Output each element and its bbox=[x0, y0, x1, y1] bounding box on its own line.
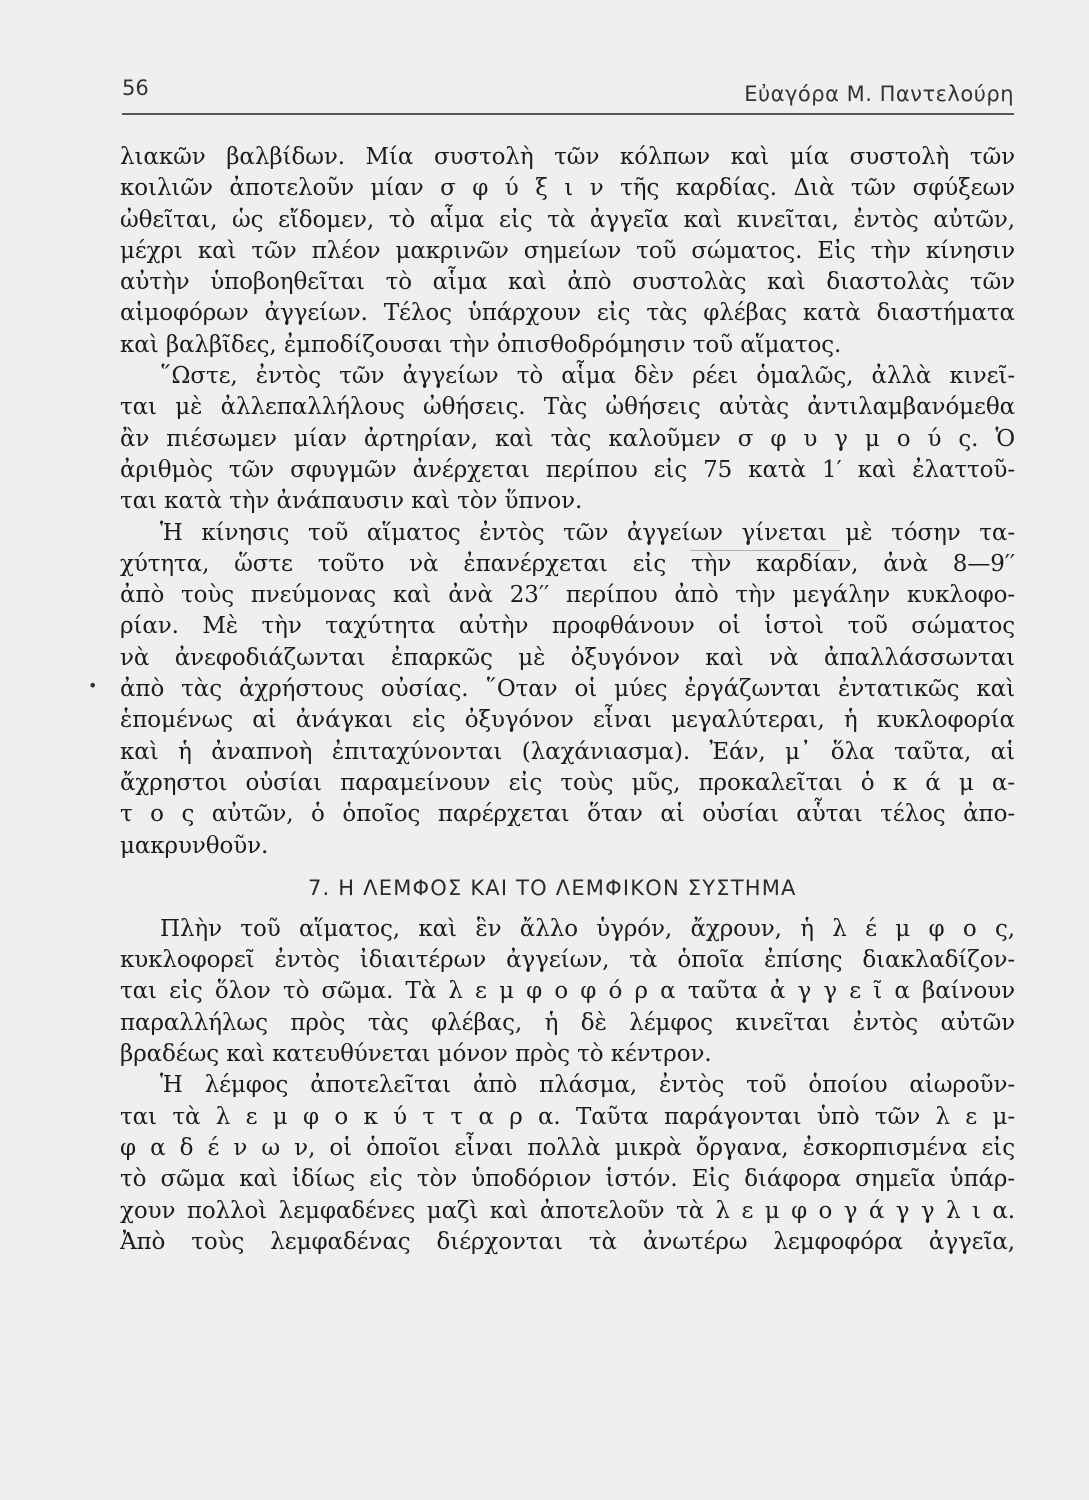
text-line: καὶ ἡ ἀναπνοὴ ἐπιταχύνονται (λαχάνιασμα). Ἐάν, μ᾽ ὅλα ταῦτα, αἱ bbox=[120, 738, 1015, 765]
text-line: ἄχρηστοι οὐσίαι παραμείνουν εἰς τοὺς μῦς, προκαλεῖται ὁ κ ά μ α- bbox=[120, 769, 1015, 796]
text-line: ἀπὸ τοὺς πνεύμονας καὶ ἀνὰ 23′′ περίπου ἀπὸ τὴν μεγάλην κυκλοφο- bbox=[120, 582, 1015, 609]
text-line: λιακῶν βαλβίδων. Μία συστολὴ τῶν κόλπων καὶ μία συστολὴ τῶν bbox=[120, 144, 1015, 170]
text-line: νὰ ἀνεφοδιάζωνται ἐπαρκῶς μὲ ὀξυγόνον καὶ νὰ ἀπαλλάσσωνται bbox=[120, 644, 1015, 671]
text-line: βραδέως καὶ κατευθύνεται μόνον πρὸς τὸ κέντρον. bbox=[120, 1041, 712, 1068]
text-line: ρίαν. Μὲ τὴν ταχύτητα αὐτὴν προφθάνουν οἱ ἱστοὶ τοῦ σώματος bbox=[120, 613, 1015, 640]
text-line: Πλὴν τοῦ αἵματος, καὶ ἓν ἄλλο ὑγρόν, ἄχρουν, ἡ λ έ μ φ ο ς, bbox=[160, 915, 1015, 942]
text-line: ται κατὰ τὴν ἀνάπαυσιν καὶ τὸν ὕπνον. bbox=[120, 488, 583, 515]
text-line: τὸ σῶμα καὶ ἰδίως εἰς τὸν ὑποδόριον ἱστόν. Εἰς διάφορα σημεῖα ὑπάρ- bbox=[120, 1166, 1015, 1193]
text-line: μακρυνθοῦν. bbox=[120, 832, 269, 859]
text-line: ἑπομένως αἱ ἀνάγκαι εἰς ὀξυγόνον εἶναι μεγαλύτεραι, ἡ κυκλοφορία bbox=[120, 707, 1015, 734]
page-header bbox=[122, 74, 1014, 110]
text-line: ῞Ωστε, ἐντὸς τῶν ἀγγείων τὸ αἷμα δὲν ρέει ὁμαλῶς, ἀλλὰ κινεῖ- bbox=[160, 363, 1015, 390]
text-line: τ ο ς αὐτῶν, ὁ ὁποῖος παρέρχεται ὅταν αἱ οὐσίαι αὗται τέλος ἀπο- bbox=[120, 801, 1015, 828]
text-line: χουν πολλοὶ λεμφαδένες μαζὶ καὶ ἀποτελοῦν τὰ λ ε μ φ ο γ ά γ γ λ ι α. bbox=[120, 1197, 1015, 1224]
text-line: Ἀπὸ τοὺς λεμφαδένας διέρχονται τὰ ἀνωτέρω λεμφοφόρα ἀγγεῖα, bbox=[120, 1228, 1015, 1255]
text-line: κυκλοφορεῖ ἐντὸς ἰδιαιτέρων ἀγγείων, τὰ ὁποῖα ἐπίσης διακλαδίζον- bbox=[120, 947, 1015, 974]
header-rule bbox=[122, 113, 1014, 115]
section-heading: 7. Η ΛΕΜΦΟΣ ΚΑΙ ΤΟ ΛΕΜΦΙΚΟΝ ΣΥΣΤΗΜΑ bbox=[308, 875, 797, 900]
text-line: αὐτὴν ὑποβοηθεῖται τὸ αἷμα καὶ ἀπὸ συστολὰς καὶ διαστολὰς τῶν bbox=[120, 269, 1015, 296]
text-line: ἂν πιέσωμεν μίαν ἀρτηρίαν, καὶ τὰς καλοῦμεν σ φ υ γ μ ο ύ ς. Ὁ bbox=[120, 425, 1015, 452]
text-line: χύτητα, ὥστε τοῦτο νὰ ἐπανέρχεται εἰς τὴν καρδίαν, ἀνὰ 8—9′′ bbox=[120, 550, 1015, 577]
text-line: καὶ βαλβῖδες, ἐμποδίζουσαι τὴν ὀπισθοδρόμησιν τοῦ αἵματος. bbox=[120, 331, 842, 358]
running-head: Εὐαγόρα Μ. Παντελούρη bbox=[744, 82, 1014, 106]
page-number: 56 bbox=[122, 76, 149, 100]
pencil-annotation bbox=[690, 550, 840, 551]
text-line: μέχρι καὶ τῶν πλέον μακρινῶν σημείων τοῦ σώματος. Εἰς τὴν κίνησιν bbox=[120, 237, 1015, 264]
text-line: αἱμοφόρων ἀγγείων. Τέλος ὑπάρχουν εἰς τὰς φλέβας κατὰ διαστήματα bbox=[120, 300, 1015, 327]
text-line: ἀπὸ τὰς ἀχρήστους οὐσίας. ῞Οταν οἱ μύες ἐργάζωνται ἐντατικῶς καὶ bbox=[120, 676, 1015, 703]
text-line: κοιλιῶν ἀποτελοῦν μίαν σ φ ύ ξ ι ν τῆς καρδίας. Διὰ τῶν σφύξεων bbox=[120, 175, 1015, 202]
text-line: Ἡ κίνησις τοῦ αἵματος ἐντὸς τῶν ἀγγείων γίνεται μὲ τόσην τα- bbox=[160, 519, 1015, 546]
text-line: ται μὲ ἀλλεπαλλήλους ὠθήσεις. Τὰς ὠθήσεις αὐτὰς ἀντιλαμβανόμεθα bbox=[120, 394, 1015, 421]
text-line: ὠθεῖται, ὡς εἴδομεν, τὸ αἷμα εἰς τὰ ἀγγεῖα καὶ κινεῖται, ἐντὸς αὐτῶν, bbox=[120, 206, 1015, 233]
margin-mark: • bbox=[88, 676, 98, 695]
page-body bbox=[120, 142, 1015, 1258]
text-line: ται τὰ λ ε μ φ ο κ ύ τ τ α ρ α. Ταῦτα παράγονται ὑπὸ τῶν λ ε μ- bbox=[120, 1103, 1015, 1130]
text-line: ἀριθμὸς τῶν σφυγμῶν ἀνέρχεται περίπου εἰς 75 κατὰ 1′ καὶ ἐλαττοῦ- bbox=[120, 456, 1015, 483]
text-line: παραλλήλως πρὸς τὰς φλέβας, ἡ δὲ λέμφος κινεῖται ἐντὸς αὐτῶν bbox=[120, 1009, 1015, 1036]
text-line: ται εἰς ὅλον τὸ σῶμα. Τὰ λ ε μ φ ο φ ό ρ α ταῦτα ἀ γ γ ε ῖ α βαίνουν bbox=[120, 978, 1015, 1005]
text-line: φ α δ έ ν ω ν, οἱ ὁποῖοι εἶναι πολλὰ μικρὰ ὄργανα, ἐσκορπισμένα εἰς bbox=[120, 1134, 1015, 1161]
text-line: Ἡ λέμφος ἀποτελεῖται ἀπὸ πλάσμα, ἐντὸς τοῦ ὁποίου αἰωροῦν- bbox=[160, 1072, 1015, 1099]
